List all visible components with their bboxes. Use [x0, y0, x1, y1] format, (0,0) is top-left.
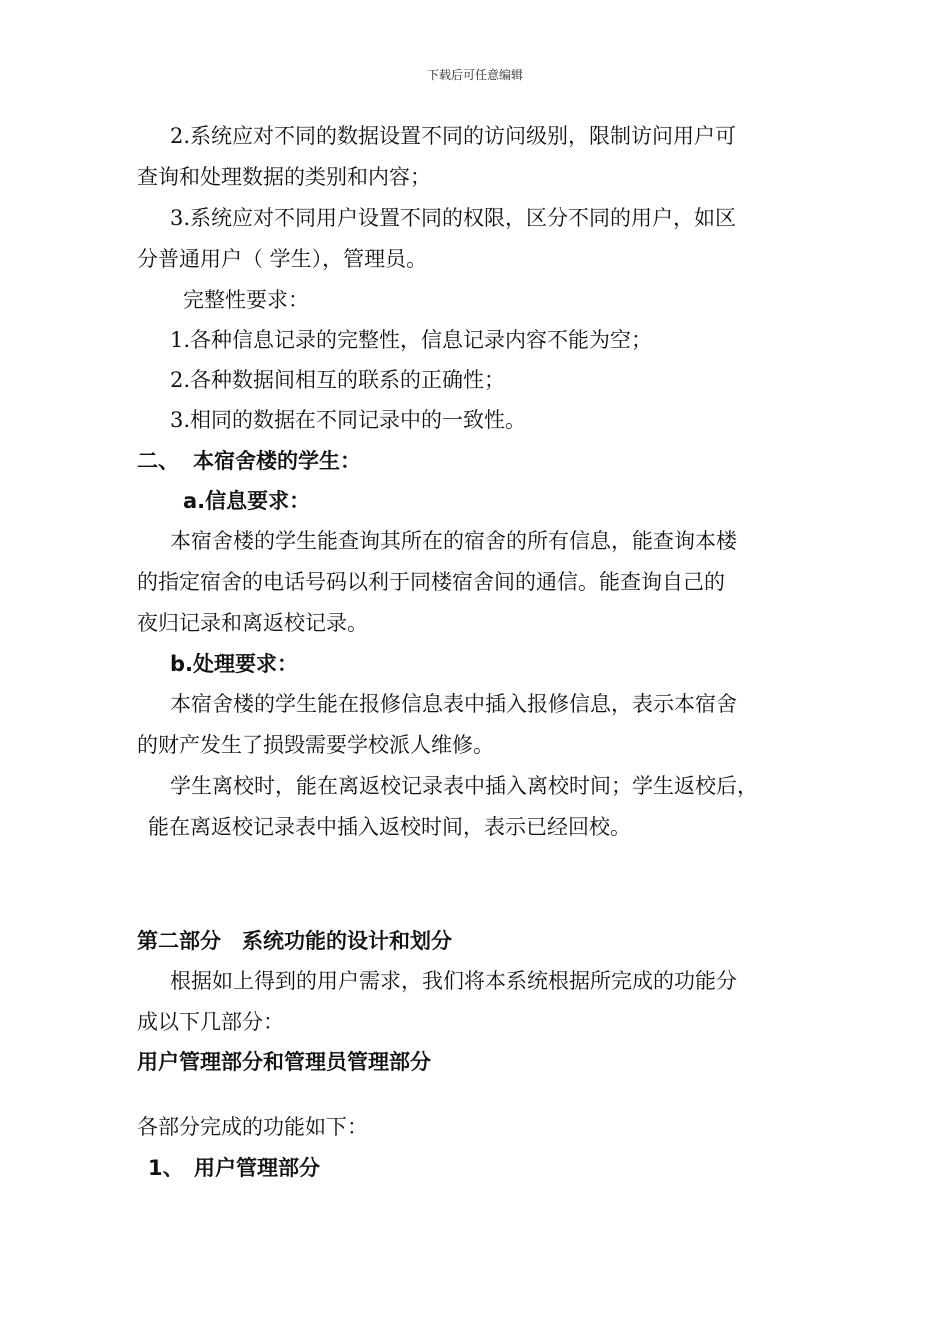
integrity-heading: 完整性要求： [183, 288, 309, 312]
info-line-2: 的指定宿舍的电话号码以利于同楼宿舍间的通信。能查询自己的 [137, 570, 725, 594]
access-item-2-line-1: 2.系统应对不同的数据设置不同的访问级别，限制访问用户可 [170, 124, 737, 148]
section-2-number: 二、 [137, 449, 179, 473]
functions-intro: 各部分完成的功能如下： [137, 1115, 368, 1139]
info-line-1: 本宿舍楼的学生能查询其所在的宿舍的所有信息，能查询本楼 [170, 529, 737, 553]
processing-line-1: 本宿舍楼的学生能在报修信息表中插入报修信息，表示本宿舍 [170, 692, 737, 716]
page-header: 下载后可任意编辑 [426, 68, 523, 82]
part-2-subtitle: 用户管理部分和管理员管理部分 [137, 1050, 431, 1074]
item-1-title: 用户管理部分 [194, 1156, 320, 1180]
info-line-3: 夜归记录和离返校记录。 [137, 611, 368, 635]
integrity-item-3: 3.相同的数据在不同记录中的一致性。 [170, 408, 527, 432]
access-item-3-line-2: 分普通用户（ 学生），管理员。 [137, 247, 428, 271]
section-2-title: 本宿舍楼的学生： [193, 449, 361, 473]
part-2-intro-line-2: 成以下几部分： [137, 1010, 284, 1034]
access-item-3-line-1: 3.系统应对不同用户设置不同的权限，区分不同的用户，如区 [170, 206, 737, 230]
part-2-intro-line-1: 根据如上得到的用户需求，我们将本系统根据所完成的功能分 [170, 969, 737, 993]
user-management-heading [148, 1154, 320, 1182]
access-item-2-line-2: 查询和处理数据的类别和内容； [137, 165, 431, 189]
section-2-heading [137, 447, 361, 475]
part-2-title: 第二部分 系统功能的设计和划分 [137, 929, 452, 953]
integrity-item-1: 1.各种信息记录的完整性，信息记录内容不能为空； [170, 328, 653, 352]
processing-requirements-heading: b.处理要求： [170, 652, 299, 676]
processing-line-2: 的财产发生了损毁需要学校派人维修。 [137, 733, 494, 757]
info-requirements-heading: a.信息要求： [183, 489, 311, 513]
processing-line-3: 学生离校时，能在离返校记录表中插入离校时间；学生返校后， [170, 774, 758, 798]
integrity-item-2: 2.各种数据间相互的联系的正确性； [170, 368, 506, 392]
item-1-number: 1、 [148, 1156, 184, 1180]
processing-line-4: 能在离返校记录表中插入返校时间，表示已经回校。 [148, 815, 631, 839]
